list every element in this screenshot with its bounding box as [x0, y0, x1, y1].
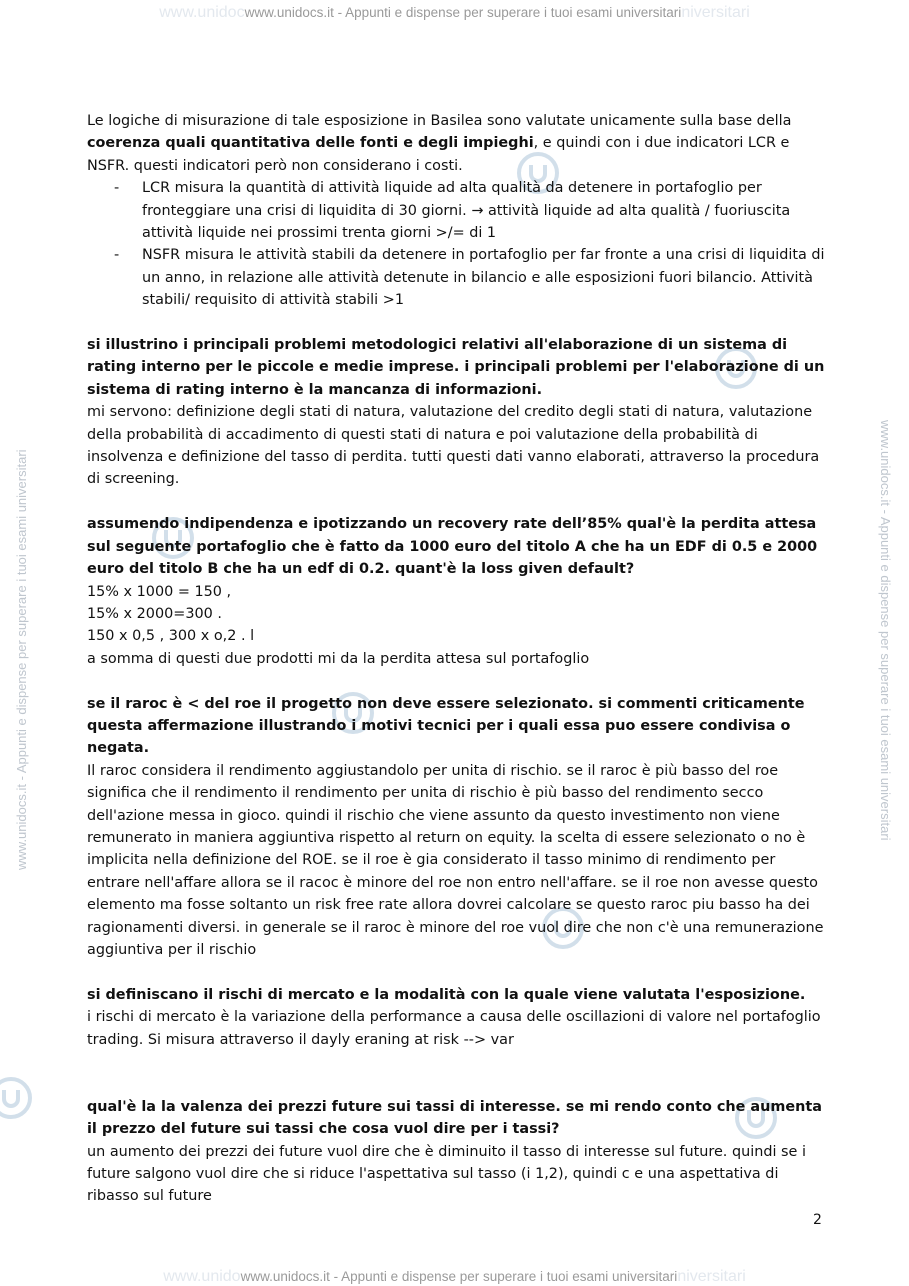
answer-raroc: Il raroc considera il rendimento aggiustandolo per unita di rischio. se il raroc è più basso del roe significa che il rendimento il rendimento per unita di rischio è più basso del rendimento secco dell'azione messa in gioco. quindi il rischio che viene assunto da questo investimento non viene remunerato in maniera aggiuntiva rispetto al return on equity. la scelta di essere selezionato o no è implicita nella definizione del ROE. se il roe è gia considerato il tasso minimo di rendimento per entrare nell'affare allora se il racoc è minore del roe non entro nell'affare. se il roe non avesse questo elemento ma fosse soltanto un risk free rate allora dovrei calcolare se questo raroc piu basso ha dei ragionamenti diversi. in generale se il raroc è minore del roe vuol dire che non c'è una remunerazione aggiuntiva per il rischio [87, 762, 824, 958]
bullet-nsfr-text: NSFR misura le attività stabili da detenere in portafoglio per far fronte a una crisi di liquidita di un anno, in relazione alle attività detenute in bilancio e alle esposizioni fuori bilancio. Attività stabili/ requisito di attività stabili >1 [142, 247, 825, 309]
question-loss: assumendo indipendenza e ipotizzando un recovery rate dell’85% qual'è la perdita attesa sul seguente portafoglio che è fatto da 1000 euro del titolo A che ha un EDF di 0.5 e 2000 euro del titolo B che ha un edf di 0.2. quant'è la loss given default? [87, 516, 818, 578]
bullet-lcr: - LCR misura la quantità di attività liquide ad alta qualità da detenere in portafoglio per fronteggiare una crisi di liquidita di 30 giorni. → attività liquide ad alta qualità / fuoriuscita attività liquide nei prossimi trenta giorni >/= di 1 [114, 180, 791, 242]
answer-rating: mi servono: definizione degli stati di natura, valutazione del credito degli stati di natura, valutazione della probabilità di accadimento di questi stati di natura e poi valutazione della probabilità di insolvenza e definizione del tasso di perdita. tutti questi dati vanno elaborati, attraverso la procedura di screening. [87, 404, 820, 488]
answer-market-risk: i rischi di mercato è la variazione della performance a causa delle oscillazioni di valore nel portafoglio trading. Si misura attraverso il dayly eraning at risk --> var [87, 1009, 821, 1048]
unidocs-logo-icon [0, 1075, 34, 1121]
bullet-nsfr: - NSFR misura le attività stabili da detenere in portafoglio per far fronte a una crisi di liquidita di un anno, in relazione alle attività detenute in bilancio e alle esposizioni fuori bilancio. Attività stabili/ requisito di attività stabili >1 [114, 247, 825, 309]
intro-paragraph [87, 110, 827, 177]
question-raroc: se il raroc è < del roe il progetto non deve essere selezionato. si commenti criticamente questa affermazione illustrando i motivi tecnici per i quali essa puo essere condivisa o negata. [87, 695, 805, 757]
answer-loss-line-2: 15% x 2000=300 . [87, 605, 222, 622]
answer-futures: un aumento dei prezzi dei future vuol dire che è diminuito il tasso di interesse sul future. quindi se i future salgono vuol dire che si riduce l'aspettativa sul tasso (i 1,2), quindi c e una aspettativa di ribasso sul future [87, 1143, 806, 1205]
watermark-left-side: www.unidocs.it - Appunti e dispense per superare i tuoi esami universitari [14, 449, 29, 870]
watermark-right-side: www.unidocs.it - Appunti e dispense per superare i tuoi esami universitari [878, 420, 893, 841]
watermark-footer: www.unidowww.unidocs.it - Appunti e dispense per superare i tuoi esami universitariniversitari [163, 1268, 746, 1285]
watermark-header: www.unidocwww.unidocs.it - Appunti e dispense per superare i tuoi esami universitariniversitari [159, 4, 750, 21]
question-market-risk: si definiscano il rischi di mercato e la modalità con la quale viene valutata l'esposizione. [87, 986, 806, 1003]
intro-text-bold: coerenza quali quantitativa delle fonti e degli impieghi [87, 135, 534, 152]
page-number: 2 [813, 1212, 822, 1228]
intro-text-1: Le logiche di misurazione di tale esposizione in Basilea sono valutate unicamente sulla base della [87, 113, 792, 129]
watermark-header-text: www.unidocs.it - Appunti e dispense per superare i tuoi esami universitari [244, 5, 682, 20]
bullet-lcr-text: LCR misura la quantità di attività liquide ad alta qualità da detenere in portafoglio per fronteggiare una crisi di liquidita di 30 giorni. → attività liquide ad alta qualità / fuoriuscita attività liquide nei prossimi trenta giorni >/= di 1 [142, 180, 791, 242]
answer-loss-line-1: 15% x 1000 = 150 , [87, 583, 232, 600]
answer-loss-line-4: a somma di questi due prodotti mi da la perdita attesa sul portafoglio [87, 650, 590, 667]
intro-text-2: , e quindi con i due indicatori LCR e NSFR. questi indicatori però non considerano i costi. [87, 135, 790, 174]
watermark-footer-text: www.unidocs.it - Appunti e dispense per superare i tuoi esami universitari [240, 1269, 678, 1284]
question-rating: si illustrino i principali problemi metodologici relativi all'elaborazione di un sistema di rating interno per le piccole e medie imprese. i principali problemi per l'elaborazione di un sistema di rating interno è la mancanza di informazioni. [87, 337, 825, 398]
answer-loss-line-3: 150 x 0,5 , 300 x o,2 . l [87, 628, 255, 645]
document-body [87, 110, 827, 1208]
question-futures: qual'è la la valenza dei prezzi future sui tassi di interesse. se mi rendo conto che aumenta il prezzo del future sui tassi che cosa vuol dire per i tassi? [87, 1098, 822, 1138]
